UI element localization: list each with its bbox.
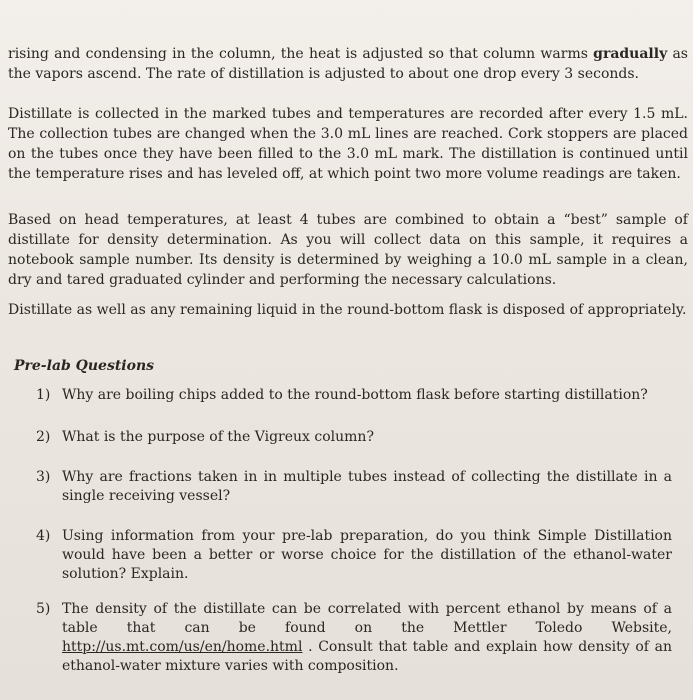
question-text: Using information from your pre-lab preparation, do you think Simple Distillation would have been a better or worse choice for the distillation of the ethanol-water solution? Explain.: [62, 528, 672, 582]
paragraph-distillation-rate: [8, 44, 688, 84]
paragraph-text: rising and condensing in the column, the heat is adjusted so that column warms: [8, 46, 594, 62]
paragraph-density-determination: Based on head temperatures, at least 4 tubes are combined to obtain a “best” sample of distillate for density determination. As you will collect data on this sample, it requires a notebook sample number. Its density is determined by weighing a 10.0 mL sample in a clean, dry and tared graduated cylinder and performing the necessary calculations.: [8, 212, 688, 288]
question-number: 3): [36, 469, 51, 485]
question-text-part: . Consult that table and explain how density of an ethanol-water mixture varies with composition.: [62, 639, 672, 674]
prelab-heading: Pre-lab Questions: [14, 358, 155, 374]
question-number: 5): [36, 601, 51, 617]
prelab-question-1: [36, 386, 672, 405]
paragraph-text: as the vapors ascend. The rate of distillation is adjusted to about one drop every 3 seconds.: [8, 46, 688, 82]
question-text: Why are boiling chips added to the round-bottom flask before starting distillation?: [62, 387, 648, 403]
prelab-question-4: [36, 527, 672, 584]
emphasis-text: gradually: [593, 46, 668, 62]
question-text-part: The density of the distillate can be correlated with percent ethanol by means of a table that can be found on the Mettler Toledo Website,: [62, 601, 672, 636]
prelab-question-3: [36, 468, 672, 506]
question-number: 1): [36, 387, 51, 403]
mettler-toledo-link[interactable]: http://us.mt.com/us/en/home.html: [62, 639, 303, 655]
paragraph-distillate-collection: Distillate is collected in the marked tubes and temperatures are recorded after every 1.5 mL. The collection tubes are changed when the 3.0 mL lines are reached. Cork stoppers are placed on the tubes once they have been filled to the 3.0 mL mark. The distillation is continued until the temperature rises and has leveled off, at which point two more volume readings are taken.: [8, 106, 688, 182]
question-text: Why are fractions taken in in multiple tubes instead of collecting the distillate in a single receiving vessel?: [62, 469, 672, 504]
prelab-question-5: [36, 600, 672, 676]
question-number: 4): [36, 528, 51, 544]
question-text: [62, 600, 672, 676]
question-number: 2): [36, 429, 51, 445]
prelab-question-2: [36, 428, 672, 447]
question-text: What is the purpose of the Vigreux column?: [62, 429, 374, 445]
paragraph-disposal: Distillate as well as any remaining liquid in the round-bottom flask is disposed of appropriately.: [8, 302, 687, 318]
